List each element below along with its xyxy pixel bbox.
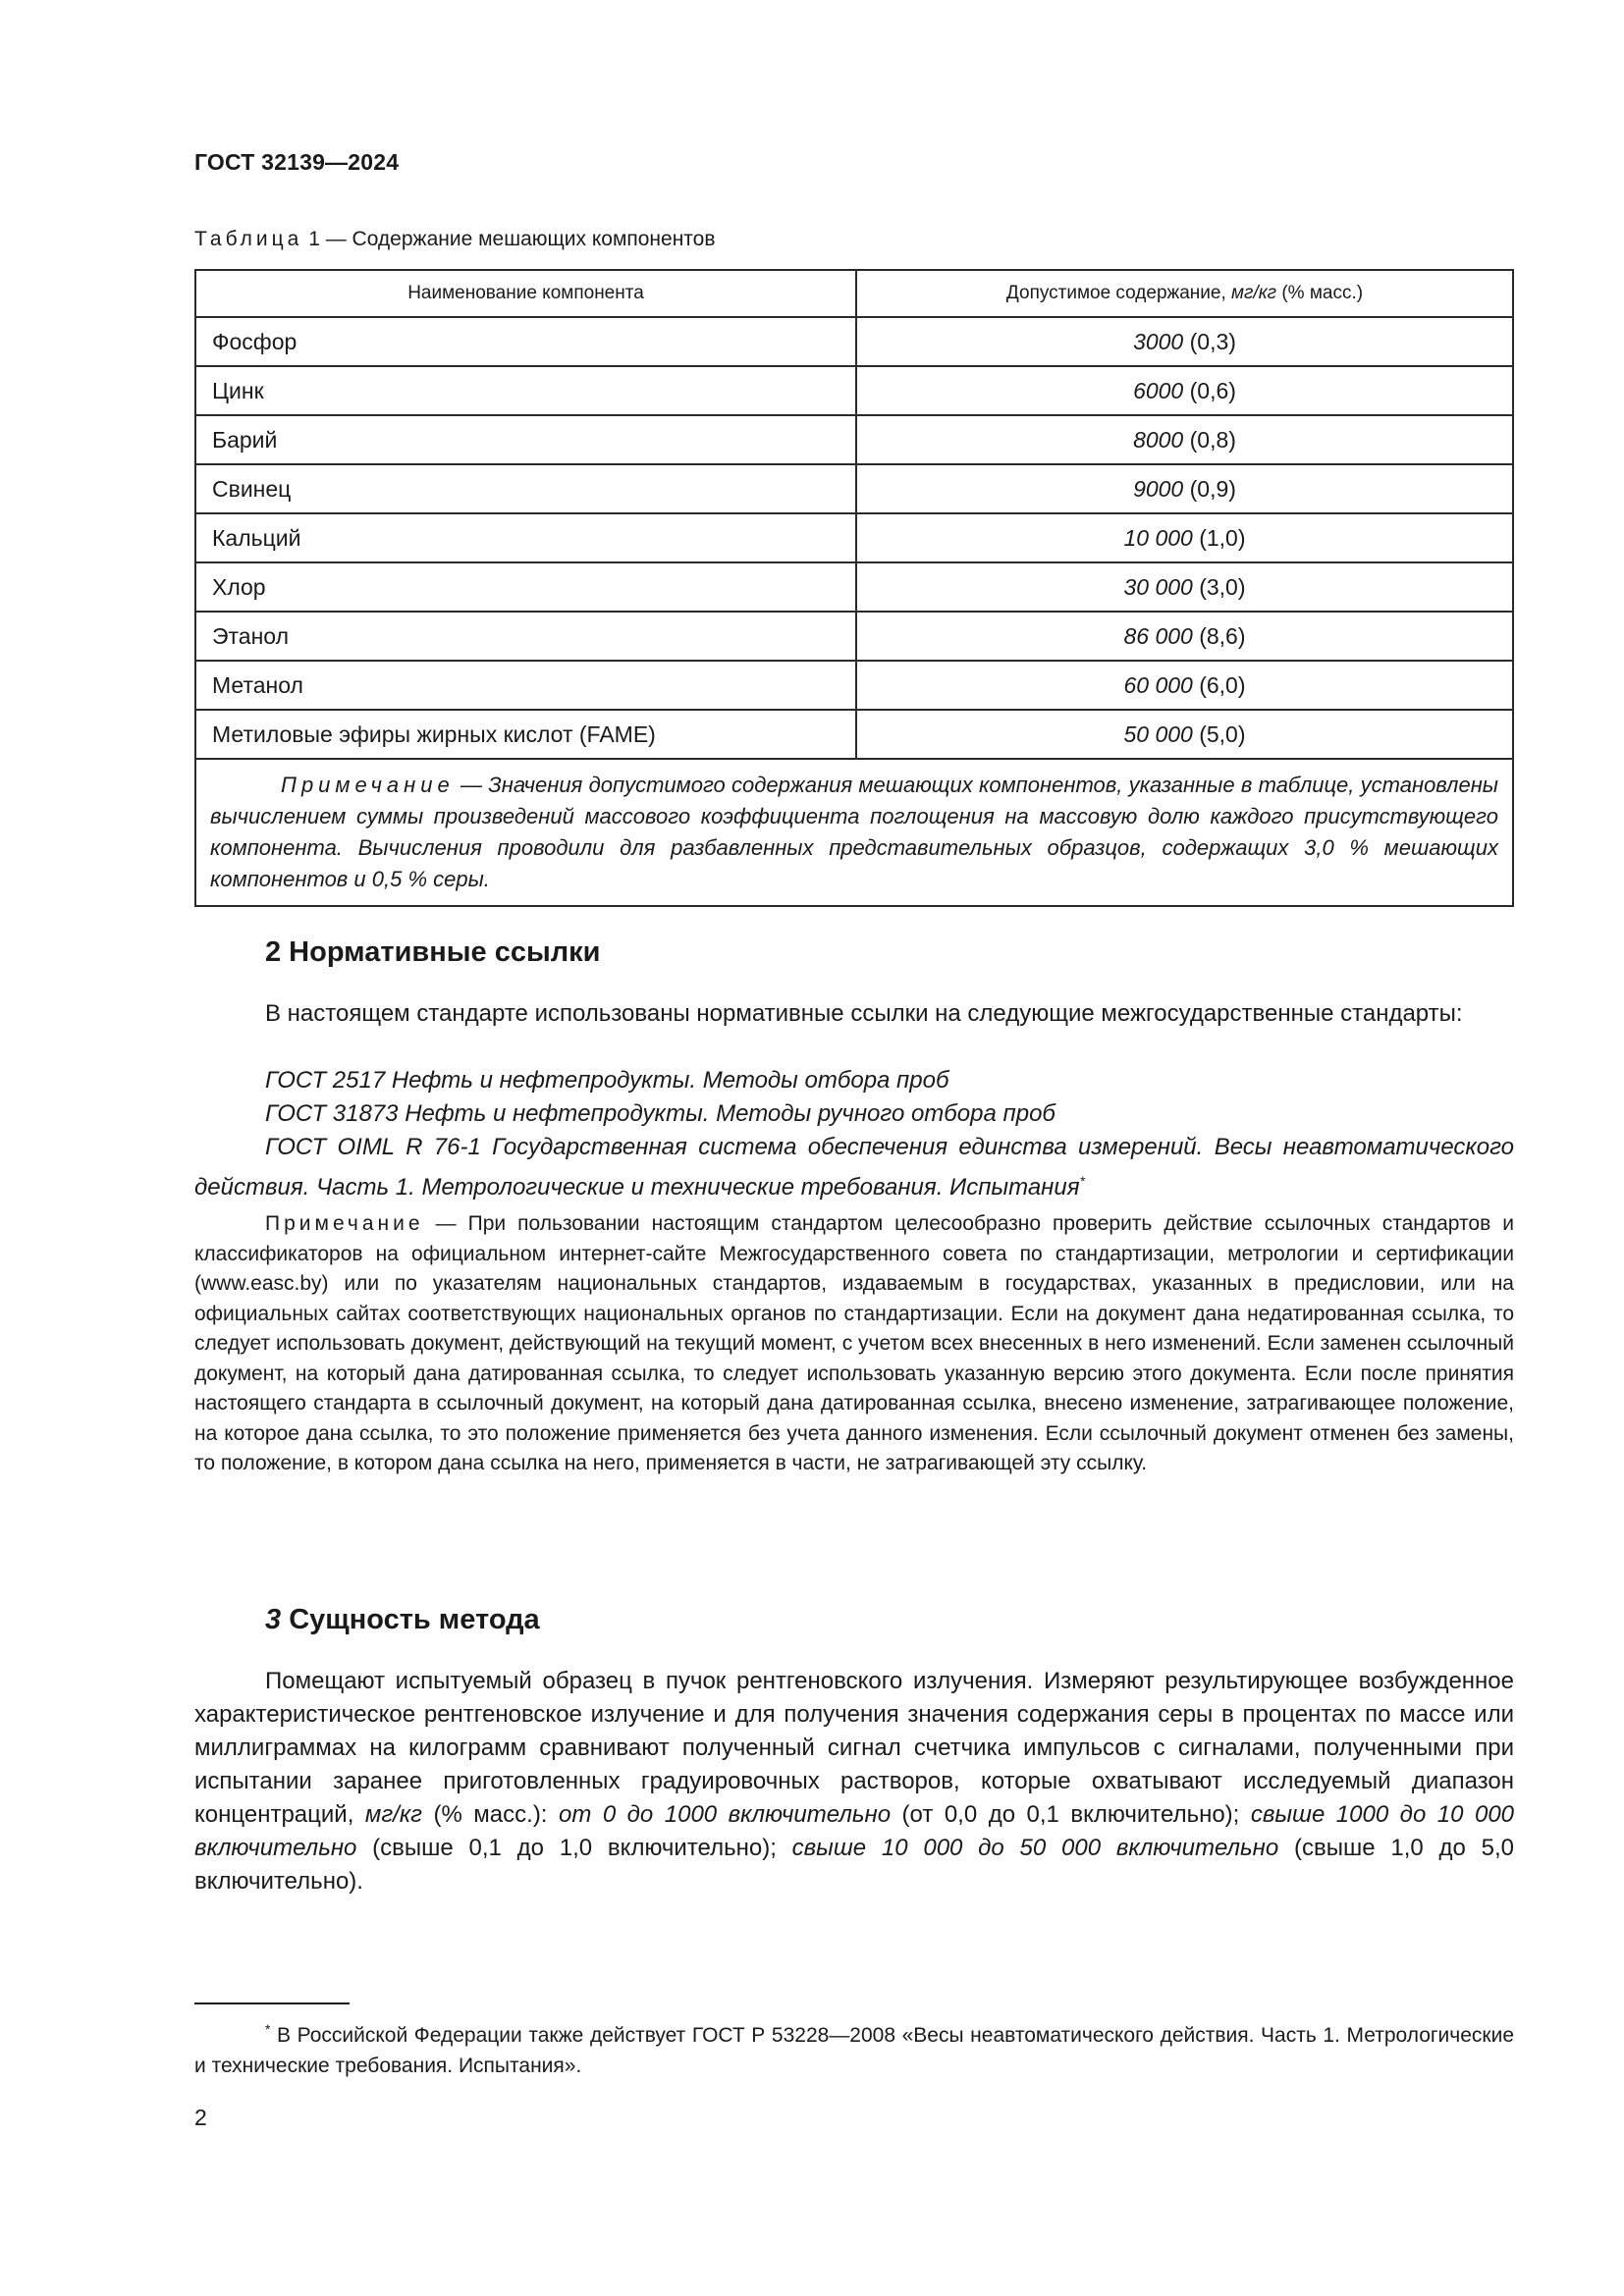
value-pct: (0,3)	[1183, 328, 1236, 354]
normative-ref-2: ГОСТ 31873 Нефть и нефтепродукты. Методы ручного отбора проб	[265, 1100, 1056, 1127]
table-header-row	[195, 270, 1513, 317]
column-header-value-unit: мг/кг	[1231, 283, 1277, 303]
range-1: от 0 до 1000 включительно	[558, 1801, 892, 1828]
component-value	[856, 464, 1513, 513]
column-header-name: Наименование компонента	[195, 270, 856, 317]
component-name: Свинец	[195, 464, 856, 513]
component-value	[856, 562, 1513, 612]
section-3-text-1: Помещают испытуемый образец в пучок рентгеновского излучения. Измеряют результирующее возбужденное характеристическое рентгеновское излучение и для получения значения содержания серы в процентах по массе или миллиграммах на килограмм сравнивают полученный сигнал счетчика импульсов с сигналами, полученными при испытании заранее приготовленных градуировочных растворов, которые охватывают исследуемый диапазон концентраций,	[194, 1668, 1514, 1828]
value-mgkg: 10 000	[1123, 524, 1193, 551]
normative-ref-3-text: ГОСТ OIML R 76-1 Государственная система обеспечения единства измерений. Весы неавтоматического действия. Часть 1. Метрологические и технические требования. Испытания	[194, 1134, 1514, 1201]
normative-ref-3	[194, 1131, 1514, 1204]
table-note-indent	[210, 773, 281, 797]
component-name: Этанол	[195, 612, 856, 661]
table-caption-label: Таблица	[194, 228, 303, 250]
table-row	[195, 612, 1513, 661]
table-row	[195, 513, 1513, 562]
value-pct: (8,6)	[1192, 622, 1246, 649]
component-value	[856, 415, 1513, 464]
value-pct: (0,9)	[1183, 475, 1236, 502]
table-row	[195, 415, 1513, 464]
component-name: Цинк	[195, 366, 856, 415]
value-mgkg: 30 000	[1123, 573, 1193, 600]
section-3-number: 3	[265, 1604, 282, 1635]
table-caption	[194, 228, 716, 251]
table-note	[195, 759, 1513, 906]
table-note-text: — Значения допустимого содержания мешающих компонентов, указанные в таблице, установлены вычислением суммы произведений массового коэффициента поглощения на массовую долю каждого присутствующего компонента. Вычисления проводили для разбавленных представительных образцов, содержащих 3,0 % мешающих компонентов и 0,5 % серы.	[210, 773, 1498, 891]
value-pct: (0,6)	[1183, 377, 1236, 403]
footnote-mark: *	[1079, 1173, 1085, 1189]
value-pct: (0,8)	[1183, 426, 1236, 453]
value-mgkg: 9000	[1133, 475, 1184, 502]
component-name: Метанол	[195, 661, 856, 710]
section-3-title	[265, 1604, 540, 1636]
footnote	[194, 2014, 1514, 2081]
section-2-note-label: Примечание	[265, 1212, 424, 1235]
section-3-text-2: (% масс.):	[421, 1801, 559, 1828]
column-header-value-prefix: Допустимое содержание,	[1005, 283, 1232, 303]
footnote-text: В Российской Федерации также действует ГОСТ Р 53228—2008 «Весы неавтоматического действия. Часть 1. Метрологические и технические требования. Испытания».	[194, 2024, 1514, 2077]
table-row	[195, 710, 1513, 759]
component-name: Кальций	[195, 513, 856, 562]
section-3-unit: мг/кг	[364, 1801, 422, 1828]
table-row	[195, 464, 1513, 513]
section-2-note-text: — При пользовании настоящим стандартом целесообразно проверить действие ссылочных стандартов и классификаторов на официальном интернет-сайте Межгосударственного совета по стандартизации, метрологии и сертификации (www.easc.by) или по указателям национальных стандартов, издаваемым в государствах, указанных в предисловии, или на официальных сайтах соответствующих национальных органов по стандартизации. Если на документ дана недатированная ссылка, то следует использовать документ, действующий на текущий момент, с учетом всех внесенных в него изменений. Если заменен ссылочный документ, на который дана датированная ссылка, то следует использовать указанную версию этого документа. Если после принятия настоящего стандарта в ссылочный документ, на который дана датированная ссылка, внесено изменение, затрагивающее положение, на которое дана ссылка, то это положение применяется без учета данного изменения. Если ссылочный документ отменен без замены, то положение, в котором дана ссылка на него, применяется в части, не затрагивающей эту ссылку.	[194, 1212, 1514, 1474]
value-mgkg: 86 000	[1123, 622, 1193, 649]
table-row	[195, 317, 1513, 366]
page-number: 2	[194, 2105, 207, 2130]
value-mgkg: 3000	[1133, 328, 1184, 354]
value-mgkg: 6000	[1133, 377, 1184, 403]
component-value	[856, 710, 1513, 759]
value-pct: (5,0)	[1192, 721, 1246, 747]
table-row	[195, 366, 1513, 415]
table-note-label: Примечание	[281, 773, 455, 797]
table-row	[195, 562, 1513, 612]
component-value	[856, 366, 1513, 415]
range-2-pct: (свыше 0,1 до 1,0 включительно);	[356, 1835, 792, 1861]
component-name: Метиловые эфиры жирных кислот (FAME)	[195, 710, 856, 759]
component-value	[856, 513, 1513, 562]
normative-ref-1: ГОСТ 2517 Нефть и нефтепродукты. Методы отбора проб	[265, 1067, 949, 1094]
component-name: Барий	[195, 415, 856, 464]
table-row	[195, 661, 1513, 710]
section-2-note	[194, 1209, 1514, 1479]
section-3-paragraph	[194, 1665, 1514, 1898]
value-mgkg: 8000	[1133, 426, 1184, 453]
component-value	[856, 317, 1513, 366]
component-value	[856, 661, 1513, 710]
column-header-value	[856, 270, 1513, 317]
range-1-pct: (от 0,0 до 0,1 включительно);	[891, 1801, 1251, 1828]
footnote-mark: *	[265, 2021, 271, 2037]
interfering-components-table	[194, 269, 1514, 907]
value-mgkg: 60 000	[1123, 671, 1193, 698]
value-pct: (3,0)	[1192, 573, 1246, 600]
range-3: свыше 10 000 до 50 000 включительно	[791, 1835, 1279, 1861]
section-2-intro: В настоящем стандарте использованы нормативные ссылки на следующие межгосударственные стандарты:	[265, 1000, 1463, 1027]
range-3-pct: (свыше 1,0 до 5,0 включительно).	[194, 1835, 1514, 1895]
component-name: Хлор	[195, 562, 856, 612]
table-caption-text: 1 — Содержание мешающих компонентов	[308, 228, 716, 250]
value-pct: (1,0)	[1192, 524, 1246, 551]
component-name: Фосфор	[195, 317, 856, 366]
value-pct: (6,0)	[1192, 671, 1246, 698]
component-value	[856, 612, 1513, 661]
section-3-title-text: Сущность метода	[281, 1604, 540, 1635]
column-header-value-suffix: (% масс.)	[1276, 283, 1364, 303]
document-header: ГОСТ 32139—2024	[194, 149, 400, 175]
range-2: свыше 1000 до 10 000 включительно	[194, 1801, 1515, 1861]
footnote-separator	[194, 2002, 350, 2004]
section-2-title: 2 Нормативные ссылки	[265, 936, 601, 968]
table-note-row	[195, 759, 1513, 906]
value-mgkg: 50 000	[1123, 721, 1193, 747]
